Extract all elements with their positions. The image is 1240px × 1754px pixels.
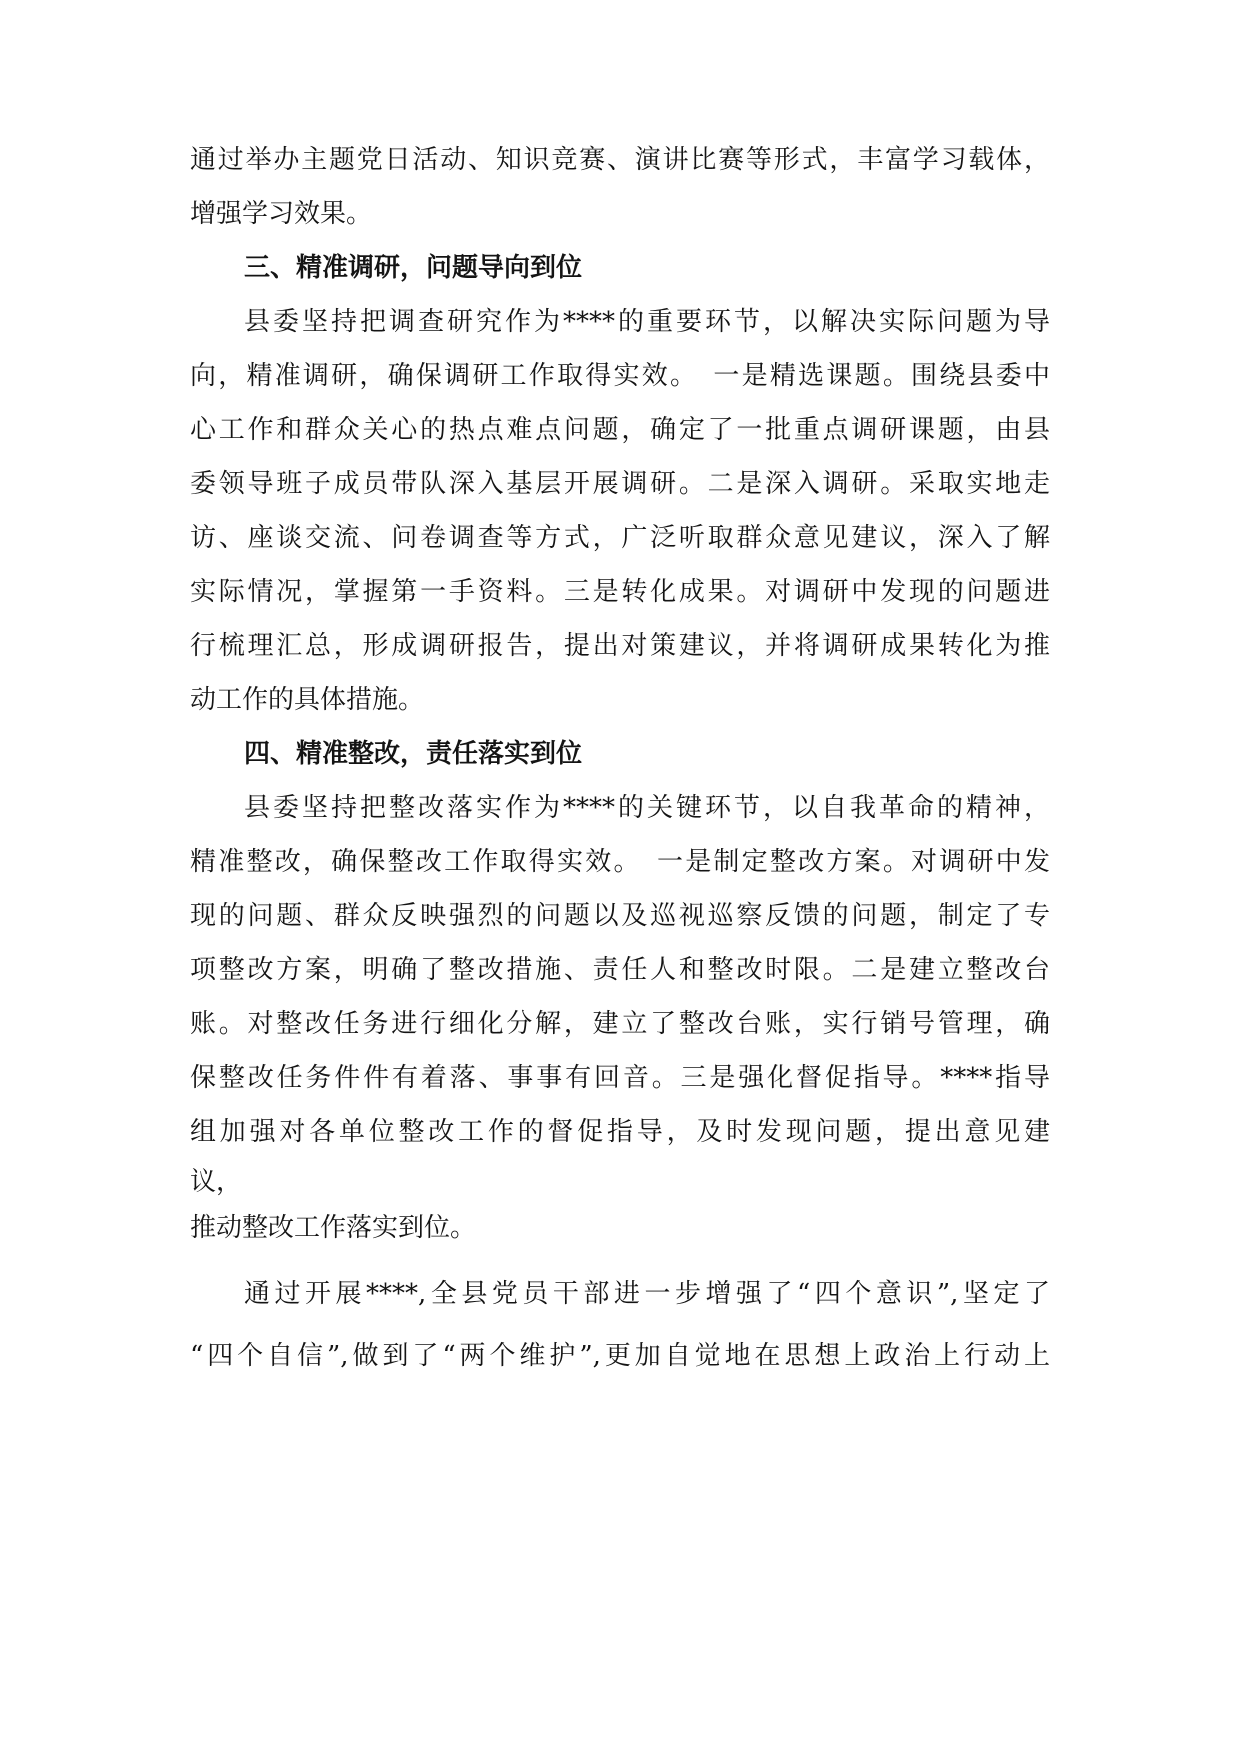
text-line: 现的问题、群众反映强烈的问题以及巡视巡察反馈的问题，制定了专 bbox=[190, 901, 1050, 931]
text-line: 动工作的具体措施。 bbox=[190, 685, 425, 715]
text-line: 组加强对各单位整改工作的督促指导，及时发现问题，提出意见建 bbox=[190, 1117, 1050, 1147]
text-line: 县委坚持把整改落实作为****的关键环节，以自我革命的精神， bbox=[244, 793, 1050, 823]
paragraph-continued bbox=[190, 133, 1050, 241]
text-line: 项整改方案，明确了整改措施、责任人和整改时限。二是建立整改台 bbox=[190, 955, 1050, 985]
text-line: 推动整改工作落实到位。 bbox=[190, 1213, 477, 1243]
paragraph bbox=[190, 295, 1050, 727]
text-line: 保整改任务件件有着落、事事有回音。三是强化督促指导。****指导 bbox=[190, 1063, 1050, 1093]
text-line: 委领导班子成员带队深入基层开展调研。二是深入调研。采取实地走 bbox=[190, 469, 1050, 499]
section-heading: 三、精准调研，问题导向到位 bbox=[244, 253, 583, 283]
text-line: 心工作和群众关心的热点难点问题，确定了一批重点调研课题，由县 bbox=[190, 415, 1050, 445]
paragraph bbox=[190, 781, 1050, 1251]
text-line: 通过开展****,全县党员干部进一步增强了“四个意识”,坚定了 bbox=[244, 1279, 1050, 1309]
section-rectification bbox=[190, 727, 1050, 1251]
section-research bbox=[190, 241, 1050, 727]
text-line: 账。对整改任务进行细化分解，建立了整改台账，实行销号管理，确 bbox=[190, 1009, 1050, 1039]
text-line: 访、座谈交流、问卷调查等方式，广泛听取群众意见建议，深入了解 bbox=[190, 523, 1050, 553]
text-line: 通过举办主题党日活动、知识竞赛、演讲比赛等形式，丰富学习载体， bbox=[190, 145, 1050, 175]
text-line: 行梳理汇总，形成调研报告，提出对策建议，并将调研成果转化为推 bbox=[190, 631, 1050, 661]
text-line: 实际情况，掌握第一手资料。三是转化成果。对调研中发现的问题进 bbox=[190, 577, 1050, 607]
text-line: 精准整改，确保整改工作取得实效。 一是制定整改方案。对调研中发 bbox=[190, 847, 1050, 877]
text-line: 向，精准调研，确保调研工作取得实效。 一是精选课题。围绕县委中 bbox=[190, 361, 1050, 391]
text-line: “四个自信”,做到了“两个维护”,更加自觉地在思想上政治上行动上 bbox=[190, 1341, 1050, 1371]
paragraph-conclusion bbox=[190, 1263, 1050, 1387]
document-body bbox=[190, 133, 1050, 1387]
text-line: 县委坚持把调查研究作为****的重要环节，以解决实际问题为导 bbox=[244, 307, 1050, 337]
section-heading: 四、精准整改，责任落实到位 bbox=[244, 739, 583, 769]
text-line: 增强学习效果。 bbox=[190, 199, 373, 229]
text-line: 议， bbox=[190, 1167, 243, 1197]
